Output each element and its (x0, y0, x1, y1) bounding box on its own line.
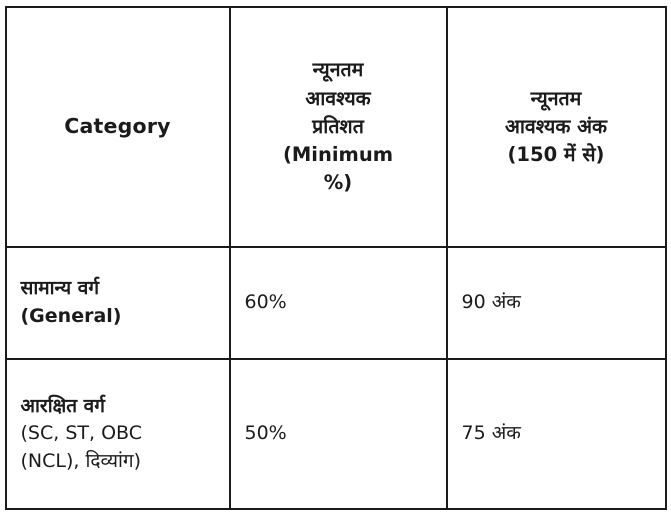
cell-category-reserved (6, 359, 230, 509)
column-header-minimum-percent-line1: न्यूनतम (312, 58, 364, 82)
column-header-minimum-percent-line3: प्रतिशत (312, 114, 364, 138)
cell-category-general-line1: सामान्य वर्ग (20, 277, 100, 300)
cell-minimum-percent-general: 60% (230, 247, 447, 359)
cell-category-reserved-line2: (SC, ST, OBC (20, 422, 142, 445)
column-header-minimum-percent-line2: आवश्यक (305, 86, 371, 110)
cell-category-general-line2: (General) (20, 305, 122, 327)
column-header-category-label: Category (64, 114, 171, 139)
column-header-minimum-marks-line1: न्यूनतम (530, 86, 582, 110)
column-header-minimum-percent-line4: (Minimum (282, 143, 394, 167)
column-header-minimum-marks-line3: (150 में से) (507, 143, 605, 167)
table-header-row (6, 7, 666, 247)
cell-minimum-percent-reserved: 50% (230, 359, 447, 509)
column-header-minimum-marks-line2: आवश्यक अंक (504, 114, 607, 138)
cell-category-reserved-line3: (NCL), दिव्यांग) (20, 449, 142, 472)
column-header-minimum-percent (230, 7, 447, 247)
cell-minimum-marks-reserved: 75 अंक (447, 359, 666, 509)
column-header-category (6, 7, 230, 247)
cell-category-general (6, 247, 230, 359)
cell-category-reserved-line1: आरक्षित वर्ग (20, 394, 105, 417)
column-header-minimum-percent-line5: %) (323, 171, 353, 195)
table-header (6, 7, 666, 247)
column-header-minimum-marks (447, 7, 666, 247)
cell-minimum-marks-general: 90 अंक (447, 247, 666, 359)
cutoff-criteria-table (5, 6, 667, 510)
table-row (6, 247, 666, 359)
table-row (6, 359, 666, 509)
table-body (6, 247, 666, 509)
